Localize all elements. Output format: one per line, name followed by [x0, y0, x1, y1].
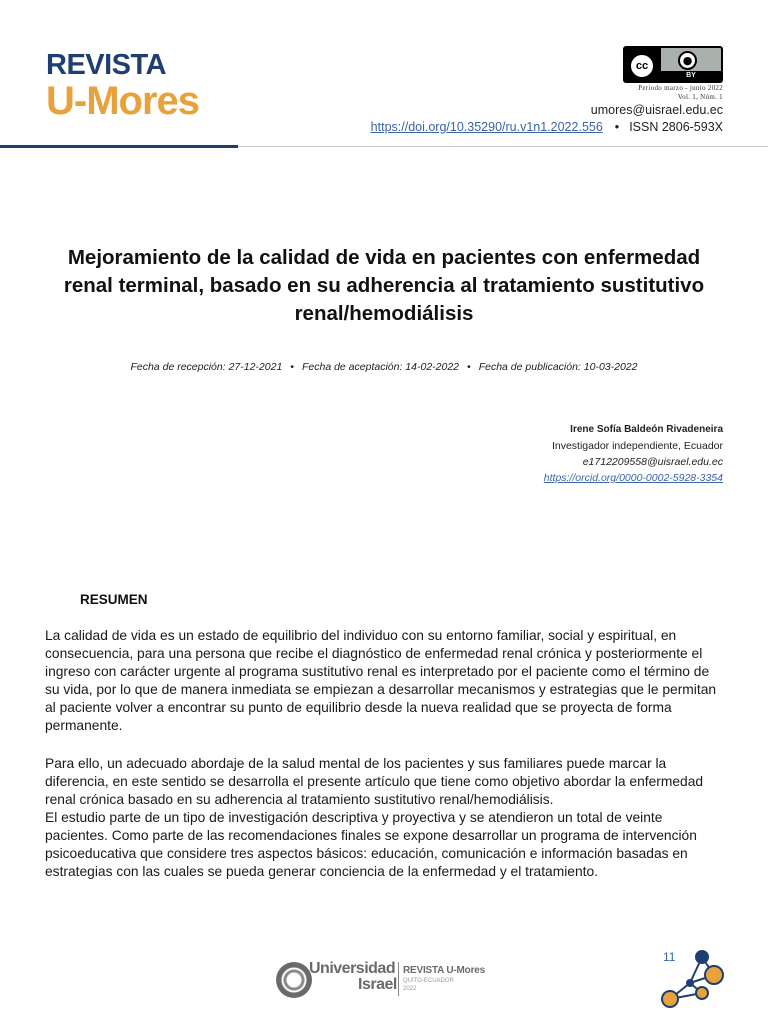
journal-name-bottom: U-Mores [46, 79, 200, 123]
license-by-label: BY [661, 71, 721, 81]
date-separator: • [467, 361, 471, 373]
date-separator: • [290, 361, 294, 373]
footer-year: 2022 [403, 986, 417, 992]
molecule-decoration-icon [660, 945, 730, 1015]
article-dates [20, 361, 748, 373]
footer-divider [398, 962, 399, 996]
header-rule [238, 146, 768, 147]
author-orcid-link[interactable]: https://orcid.org/0000-0002-5928-3354 [543, 472, 723, 484]
abstract-paragraph-1: La calidad de vida es un estado de equilibrio del individuo con su entorno familiar, social y espiritual, en consecuencia, para una persona que recibe el diagnóstico de enfermedad renal crónica y posteriormente el ingreso con carácter urgente al programa sustitutivo renal es interpretado por el paciente como el término de su vida, por lo que de manera inmediata se empiezan a desarrollar mecanismos y estrategias que le permitan al paciente volver a encontrar su punto de equilibrio desde la nueva realidad que se proyecta de forma permanente. [45, 628, 717, 733]
header-rule-accent [0, 145, 238, 148]
university-name: Universidad [309, 960, 396, 977]
university-footer-logo [276, 960, 506, 1002]
abstract-paragraph-3: El estudio parte de un tipo de investigación descriptiva y proyectiva y se atendieron un total de veinte pacientes. Como parte de las recomendaciones finales se expone desarrollar un programa de intervención psicoeducativa que considere tres aspectos básicos: educación, comunicación e información basadas en estrategias con las cuales se pueda generar conciencia de la enfermedad y el tratamiento. [45, 810, 697, 879]
abstract-paragraph [45, 755, 725, 881]
university-name-2: Israel [358, 976, 397, 993]
journal-email: umores@uisrael.edu.ec [590, 103, 723, 117]
attribution-person-icon: ● [678, 51, 697, 70]
doi-link[interactable]: https://doi.org/10.35290/ru.v1n1.2022.556 [370, 120, 603, 134]
article-title: Mejoramiento de la calidad de vida en pacientes con enfermedad renal terminal, basado en su adherencia al tratamiento sustitutivo renal/hemodiálisis [63, 246, 705, 325]
cc-icon: cc [628, 52, 656, 80]
date-accepted: Fecha de aceptación: 14-02-2022 [301, 361, 460, 373]
author-email: e1712209558@uisrael.edu.ec [582, 456, 723, 468]
doi-separator: • [614, 120, 620, 134]
author-affiliation: Investigador independiente, Ecuador [551, 440, 723, 452]
journal-name-top: REVISTA [46, 49, 167, 81]
university-seal-icon [276, 962, 312, 998]
issn: ISSN 2806-593X [629, 120, 723, 134]
footer-journal-label: REVISTA U-Mores [403, 965, 486, 976]
abstract-paragraph [45, 627, 725, 735]
abstract-paragraph-2: Para ello, un adecuado abordaje de la salud mental de los pacientes y sus familiares puede marcar la diferencia, en este sentido se desarrolla el presente artículo que tiene como objetivo abordar la enfermedad renal crónica basado en su adherencia al tratamiento sustitutivo renal/hemodiálisis. [45, 756, 704, 807]
issue-period: Periodo marzo - junio 2022 [638, 84, 723, 92]
date-published: Fecha de publicación: 10-03-2022 [478, 361, 638, 373]
footer-city: QUITO-ECUADOR [403, 978, 454, 984]
doi-issn-line [371, 120, 723, 134]
author-block [544, 422, 723, 486]
footer-journal-sub [403, 977, 454, 993]
journal-logo [46, 50, 199, 121]
cc-by-license-icon [623, 46, 723, 83]
author-name: Irene Sofía Baldeón Rivadeneira [570, 424, 723, 435]
page-number: 11 [663, 950, 676, 964]
date-received: Fecha de recepción: 27-12-2021 [130, 361, 283, 373]
abstract-heading: RESUMEN [80, 592, 148, 607]
issue-volume: Vol. 1, Núm. 1 [677, 93, 723, 101]
